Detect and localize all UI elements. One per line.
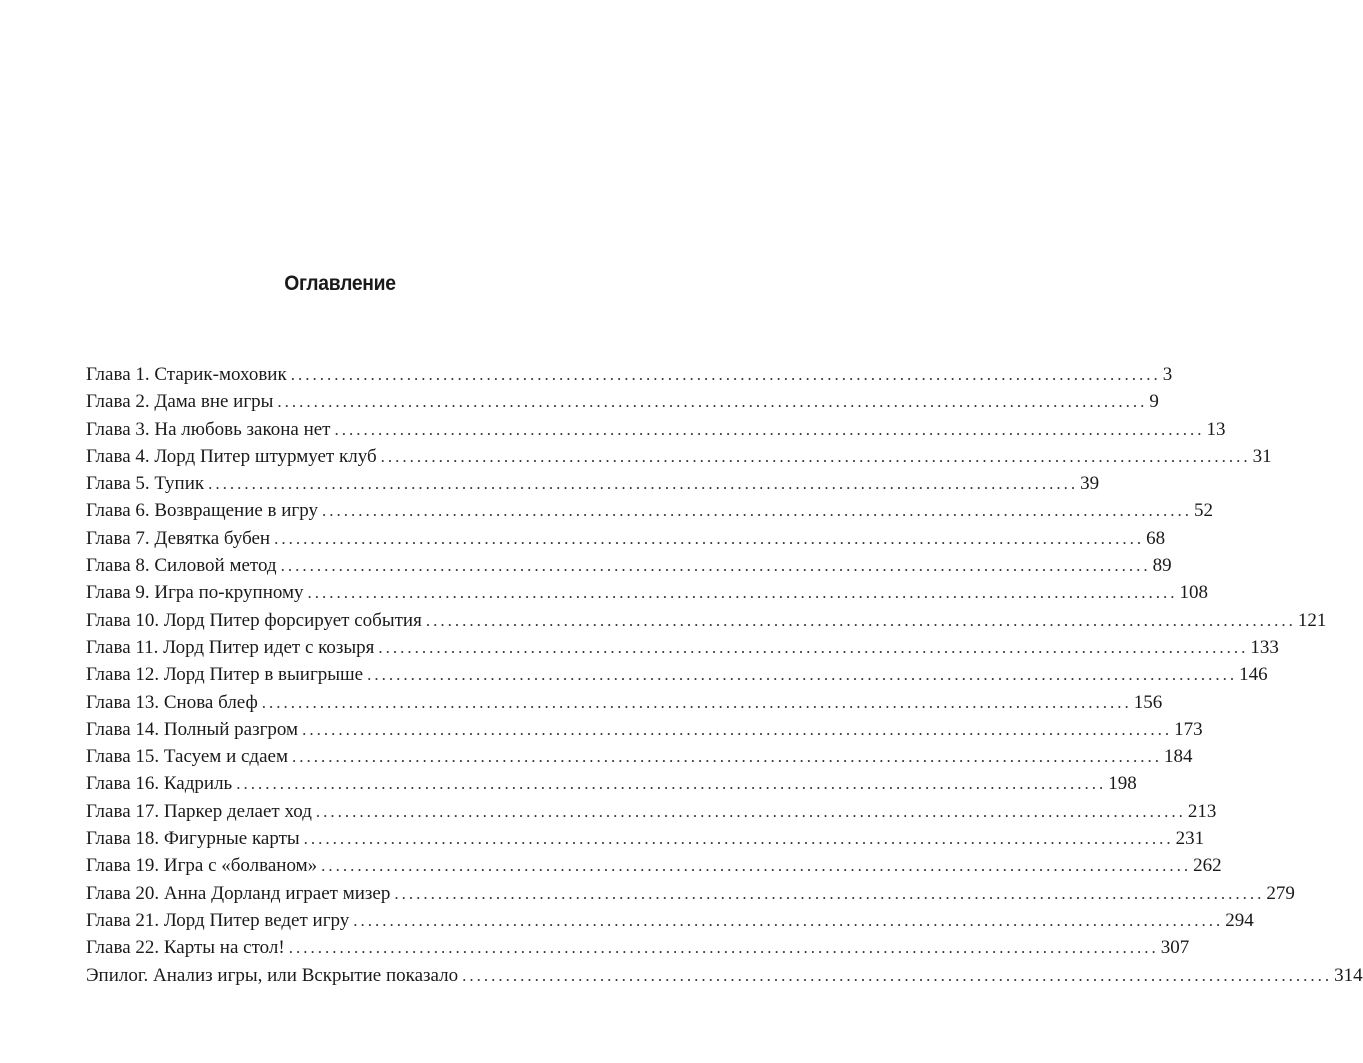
- dot-leader: ........................................................................................................................: [292, 747, 1162, 767]
- toc-entry-page: 52: [1193, 500, 1213, 522]
- toc-entry: [86, 445, 1272, 473]
- toc-entry-title: Глава 3. На любовь закона нет: [86, 418, 331, 440]
- toc-entry-title: Глава 21. Лорд Питер ведет игру: [86, 909, 350, 931]
- toc-entry-title: Глава 13. Снова блеф: [86, 691, 258, 713]
- toc-entry-title: Глава 5. Тупик: [86, 473, 205, 495]
- toc-entry-page: 198: [1108, 773, 1137, 795]
- toc-entry-title: Глава 19. Игра с «болваном»: [86, 855, 318, 877]
- dot-leader: ........................................................................................................................: [380, 446, 1251, 466]
- toc-entry-page: 314: [1334, 964, 1363, 986]
- toc-entry-title: Глава 11. Лорд Питер идет с козыря: [86, 636, 375, 658]
- toc-entry-title: Глава 17. Паркер делает ход: [86, 800, 312, 822]
- dot-leader: ........................................................................................................................: [302, 719, 1173, 739]
- dot-leader: ........................................................................................................................: [288, 938, 1159, 958]
- toc-entry: [86, 773, 1137, 800]
- toc-entry-page: 108: [1179, 582, 1209, 604]
- dot-leader: ........................................................................................................................: [261, 692, 1132, 712]
- toc-entry-title: Глава 18. Фигурные карты: [86, 828, 300, 850]
- toc-entry-page: 184: [1164, 746, 1193, 768]
- dot-leader: ........................................................................................................................: [462, 965, 1333, 985]
- dot-leader: ........................................................................................................................: [378, 637, 1249, 657]
- dot-leader: ........................................................................................................................: [280, 556, 1151, 576]
- toc-entry-title: Глава 15. Тасуем и сдаем: [86, 746, 288, 768]
- dot-leader: ........................................................................................................................: [425, 610, 1296, 630]
- toc-entry-page: 146: [1239, 664, 1268, 686]
- toc-entry-title: Глава 1. Старик-моховик: [86, 364, 287, 385]
- dot-leader: ........................................................................................................................: [208, 474, 1079, 494]
- toc-entry-title: Глава 2. Дама вне игры: [86, 391, 274, 413]
- toc-entry-page: 3: [1162, 364, 1173, 385]
- toc-entry-title: Глава 9. Игра по-крупному: [86, 582, 304, 604]
- dot-leader: ........................................................................................................................: [367, 665, 1238, 685]
- dot-leader: ........................................................................................................................: [315, 801, 1186, 821]
- toc-entry-page: 121: [1297, 609, 1327, 631]
- toc-entry-page: 213: [1187, 800, 1217, 822]
- dot-leader: ........................................................................................................................: [321, 501, 1192, 521]
- toc-entry: [86, 391, 1159, 418]
- toc-entry-page: 13: [1206, 418, 1226, 440]
- toc-entry-title: Глава 8. Силовой метод: [86, 555, 277, 577]
- toc-entry-title: Глава 6. Возвращение в игру: [86, 500, 318, 522]
- toc-entry-page: 9: [1149, 391, 1159, 413]
- toc-entry: [86, 364, 1173, 391]
- toc-entry-page: 68: [1146, 527, 1166, 549]
- toc-entry: [86, 855, 1222, 882]
- dot-leader: ........................................................................................................................: [307, 583, 1178, 603]
- toc-entry: [86, 609, 1327, 637]
- toc-entry-page: 231: [1175, 828, 1205, 850]
- toc-entry: [86, 473, 1100, 500]
- toc-entry-page: 307: [1160, 937, 1190, 959]
- toc-entry: [86, 800, 1217, 828]
- dot-leader: ........................................................................................................................: [274, 528, 1145, 548]
- toc-entry-page: 294: [1225, 909, 1254, 931]
- toc-entry-page: 89: [1152, 555, 1172, 577]
- toc-entry-title: Глава 10. Лорд Питер форсирует события: [86, 609, 422, 631]
- dot-leader: ........................................................................................................................: [353, 910, 1224, 930]
- toc-entry-page: 39: [1080, 473, 1100, 495]
- dot-leader: ........................................................................................................................: [236, 774, 1107, 794]
- toc-entry-title: Глава 16. Кадриль: [86, 773, 233, 795]
- toc-entry-title: Глава 20. Анна Дорланд играет мизер: [86, 882, 391, 904]
- toc-entry: [86, 718, 1203, 746]
- toc-entry: [86, 418, 1226, 446]
- toc-entry-page: 31: [1252, 445, 1272, 467]
- toc-entry-title: Глава 4. Лорд Питер штурмует клуб: [86, 445, 377, 467]
- toc-entry: [86, 882, 1295, 910]
- table-of-contents: [86, 364, 1363, 992]
- dot-leader: ........................................................................................................................: [321, 856, 1192, 876]
- toc-entry-title: Глава 22. Карты на стол!: [86, 937, 285, 959]
- toc-entry-title: Эпилог. Анализ игры, или Вскрытие показало: [86, 964, 459, 986]
- toc-entry-title: Глава 14. Полный разгром: [86, 718, 299, 740]
- dot-leader: ........................................................................................................................: [277, 392, 1148, 412]
- dot-leader: ........................................................................................................................: [394, 883, 1265, 903]
- toc-entry-page: 262: [1193, 855, 1222, 877]
- dot-leader: ........................................................................................................................: [303, 829, 1174, 849]
- toc-entry-title: Глава 12. Лорд Питер в выигрыше: [86, 664, 364, 686]
- toc-entry: [86, 964, 1363, 992]
- toc-entry: [86, 937, 1190, 964]
- toc-entry: [86, 691, 1163, 719]
- dot-leader: ........................................................................................................................: [334, 419, 1205, 439]
- toc-entry: [86, 636, 1279, 664]
- toc-entry-page: 279: [1266, 882, 1295, 904]
- toc-entry: [86, 527, 1166, 555]
- toc-entry: [86, 664, 1268, 691]
- toc-entry-page: 173: [1174, 718, 1203, 740]
- toc-entry: [86, 909, 1254, 937]
- page-title: Оглавление: [284, 272, 396, 295]
- toc-entry: [86, 555, 1172, 582]
- toc-entry: [86, 828, 1205, 855]
- toc-entry-page: 156: [1133, 691, 1163, 713]
- toc-entry: [86, 500, 1213, 527]
- toc-entry: [86, 582, 1209, 609]
- toc-entry-page: 133: [1250, 636, 1279, 658]
- toc-entry: [86, 746, 1193, 773]
- dot-leader: ........................................................................................................................: [290, 365, 1161, 384]
- toc-entry-title: Глава 7. Девятка бубен: [86, 527, 271, 549]
